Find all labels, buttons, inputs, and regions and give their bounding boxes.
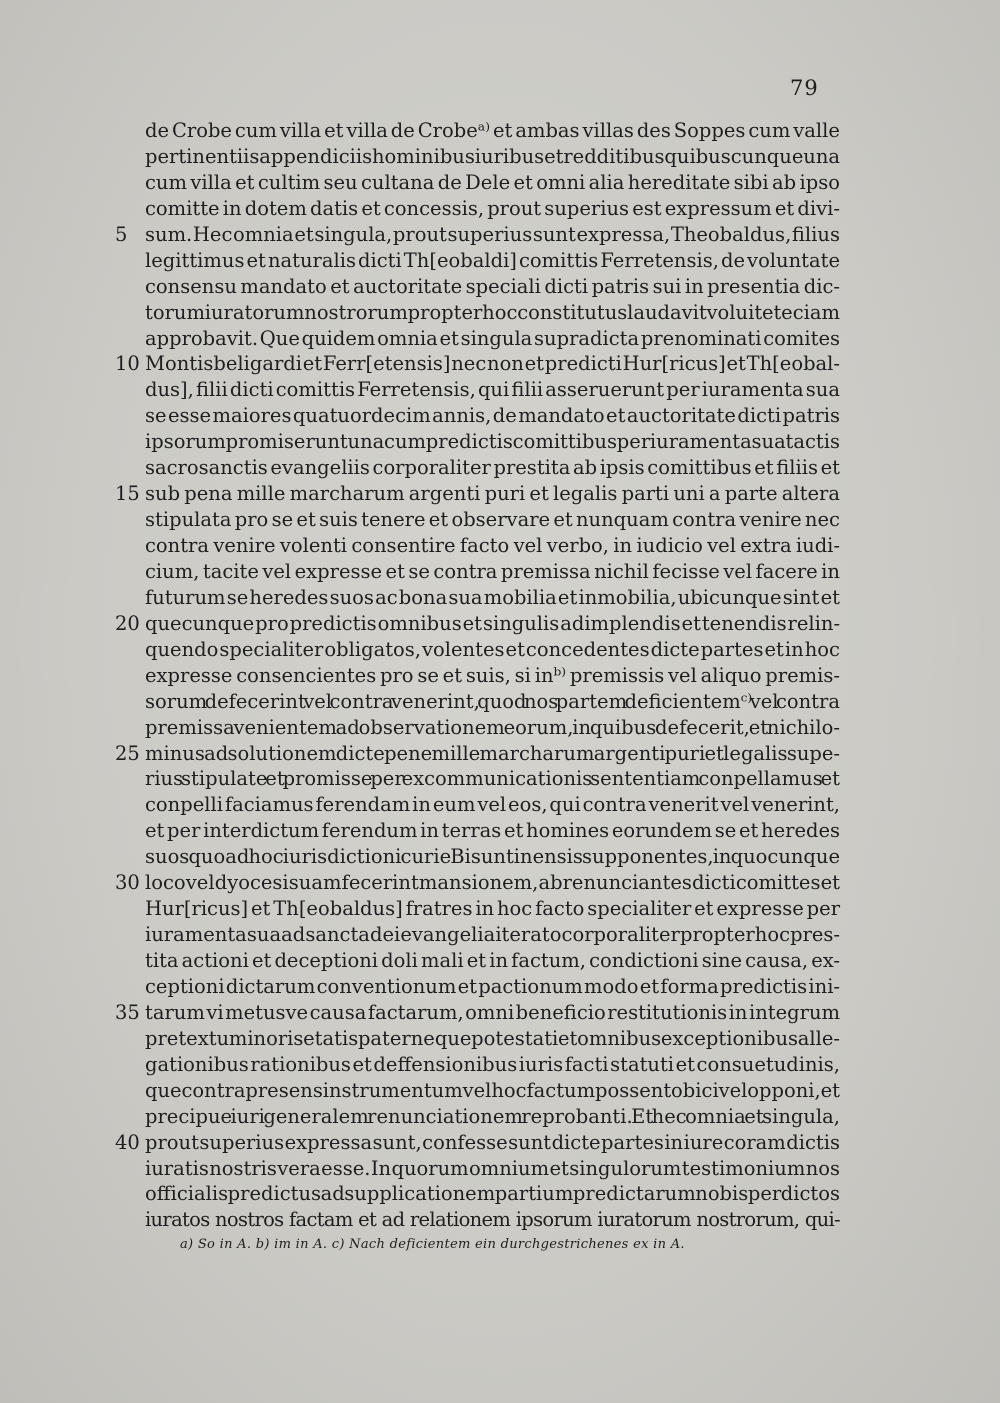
line-text: Hur[ricus] et Th[eobaldus] fratres in hoc facto specialiter et expresse per [145,897,841,921]
line-text: prout superius expressa sunt, confesse sunt dicte partes in iure coram dictis [145,1130,840,1154]
text-line [145,144,840,170]
line-text: legittimus et naturalis dicti Th[eobaldi] comittis Ferretensis, de voluntate [145,248,840,272]
text-line [145,948,840,974]
line-number: 40 [115,1130,140,1154]
text-line [145,326,840,352]
line-text: se esse maiores quatuordecim annis, de mandato et auctoritate dicti patris [145,404,841,428]
line-number: 15 [115,482,140,506]
line-text: tarum vi metusve causa factarum, omni beneficio restitutionis in integrum [145,1000,841,1024]
text-line [115,351,841,377]
line-text: sacrosanctis evangeliis corporaliter prestita ab ipsis comittibus et filiis et [145,456,840,480]
text-line [145,118,840,144]
text-line [145,1156,840,1182]
line-text: iuratis nostris vera esse. In quorum omnium et singulorum testimonium nos [145,1156,841,1180]
line-text: loco vel dyocesi suam fecerint mansionem, abrenunciantes dicti comittes et [145,871,840,895]
text-line [145,300,840,326]
line-text: ipsorum promiserunt una cum predictis comittibus per iuramenta sua tactis [145,430,840,454]
line-text: conpelli faciamus ferendam in eum vel eos, qui contra venerit vel venerint, [145,793,841,817]
line-text: pertinentiis appendiciis hominibus iuribus et redditibus quibuscunque una [145,144,841,168]
line-text: contra venire volenti consentire facto vel verbo, in iudicio vel extra iudi- [145,534,841,557]
text-line [145,429,840,455]
line-text: que contra presens instrumentum vel hoc factum possent obici vel opponi, et [145,1078,840,1102]
text-line [115,870,840,896]
line-text: torum iuratorum nostrorum propter hoc constitutus laudavit voluit et eciam [145,300,840,324]
line-number: 5 [115,222,128,246]
text-line [145,792,840,818]
text-line [145,844,840,870]
text-line [145,1078,840,1104]
text-line [115,222,840,248]
line-text: consensu mandato et auctoritate speciali dicti patris sui in presentia dic- [145,274,840,298]
text-line [145,1052,840,1078]
text-block [115,118,841,1233]
line-text: pretextu minoris etatis paterneque potestati et omnibus exceptionibus alle- [145,1026,840,1050]
text-line [145,196,840,222]
line-text: quecunque pro predictis omnibus et singulis adimplendis et tenendis relin- [145,611,841,635]
text-line [115,1130,840,1156]
text-line [115,611,841,637]
line-text: minus ad solutionem dicte pene mille marcharum argenti puri et legalis supe- [145,741,840,765]
line-text: de Crobe cum villa et villa de Crobeᵃ⁾ et ambas villas des Soppes cum valle [145,119,840,142]
text-line [115,1000,841,1026]
text-line [145,585,840,611]
line-text: iuramenta sua ad sancta dei evangelia iterato corporaliter propter hoc pres- [145,923,841,947]
text-line [115,741,840,767]
text-line [115,481,840,507]
text-line [145,559,840,585]
text-line [145,248,840,274]
line-text: suos quoad hoc iurisdictioni curie Bisuntinensis supponentes, in quocunque [145,845,841,869]
line-text: precipue iuri generalem renunciationem reprobanti. Et hec omnia et singula, [145,1104,840,1128]
line-text: dus], filii dicti comittis Ferretensis, qui filii asseruerunt per iuramenta sua [145,378,840,402]
text-line [145,377,840,403]
text-line [145,689,840,715]
line-text: iuratos nostros factam et ad relationem ipsorum iuratorum nostrorum, qui- [145,1208,840,1232]
line-number: 30 [115,871,140,895]
line-text: sum. Hec omnia et singula, prout superius sunt expressa, Theobaldus, filius [145,222,840,246]
line-text: gationibus rationibus et deffensionibus iuris facti statuti et consuetudinis, [145,1052,840,1076]
text-line [145,974,840,1000]
line-text: approbavit. Que quidem omnia et singula supradicta prenominati comites [145,326,840,350]
text-line [145,274,840,300]
text-line [145,922,840,948]
text-line [145,1207,840,1233]
line-text: expresse consencientes pro se et suis, si inᵇ⁾ premissis vel aliquo premis- [145,663,840,687]
line-text: futurum se heredes suos ac bona sua mobilia et inmobilia, ubicunque sint et [145,585,840,609]
text-line [145,637,840,663]
text-line [145,896,840,922]
line-text: quendo specialiter obligatos, volentes et concedentes dicte partes et in hoc [145,637,840,661]
line-number: 35 [115,1000,140,1024]
text-line [145,170,840,196]
line-text: comitte in dotem datis et concessis, prout superius est expressum et divi- [145,196,840,220]
line-text: sorum defecerint vel contra venerint, quod nos partem deficientemᶜ⁾ vel contra [145,689,840,713]
footnotes: a) So in A. b) im in A. c) Nach deficientem ein durchgestrichenes ex in A. [180,1237,685,1252]
line-text: sub pena mille marcharum argenti puri et legalis parti uni a parte altera [145,482,840,506]
line-number: 20 [115,611,140,635]
line-text: et per interdictum ferendum in terras et homines eorundem se et heredes [145,819,841,843]
line-text: officialis predictus ad supplicationem partium predictarum nobis per dictos [145,1182,840,1206]
line-text: ceptioni dictarum conventionum et pactionum modo et forma predictis ini- [145,974,841,998]
line-text: rius stipulate et promisse per excommunicationis sententiam conpellamus et [145,767,840,791]
text-line [145,1026,840,1052]
line-text: premissa venientem ad observationem eorum, in quibus defecerit, et nichilo- [145,715,840,739]
text-line [145,663,840,689]
text-line [145,455,840,481]
text-line [145,533,840,559]
text-line [145,1104,840,1130]
line-number: 25 [115,741,140,765]
line-text: cium, tacite vel expresse et se contra premissa nichil fecisse vel facere in [145,559,840,583]
line-text: Montisbeligardi et Ferr[etensis] nec non et predicti Hur[ricus] et Th[eobal- [145,352,841,376]
line-text: cum villa et cultim seu cultana de Dele et omni alia hereditate sibi ab ipso [145,170,840,194]
line-number: 10 [115,352,140,376]
text-line [145,766,840,792]
line-text: stipulata pro se et suis tenere et observare et nunquam contra venire nec [145,508,840,532]
text-line [145,818,840,844]
text-line [145,715,840,741]
text-line [145,403,840,429]
page-number: 79 [790,76,819,100]
text-line [145,1181,840,1207]
text-line [145,507,840,533]
line-text: tita actioni et deceptioni doli mali et in factum, condictioni sine causa, ex- [145,949,841,972]
